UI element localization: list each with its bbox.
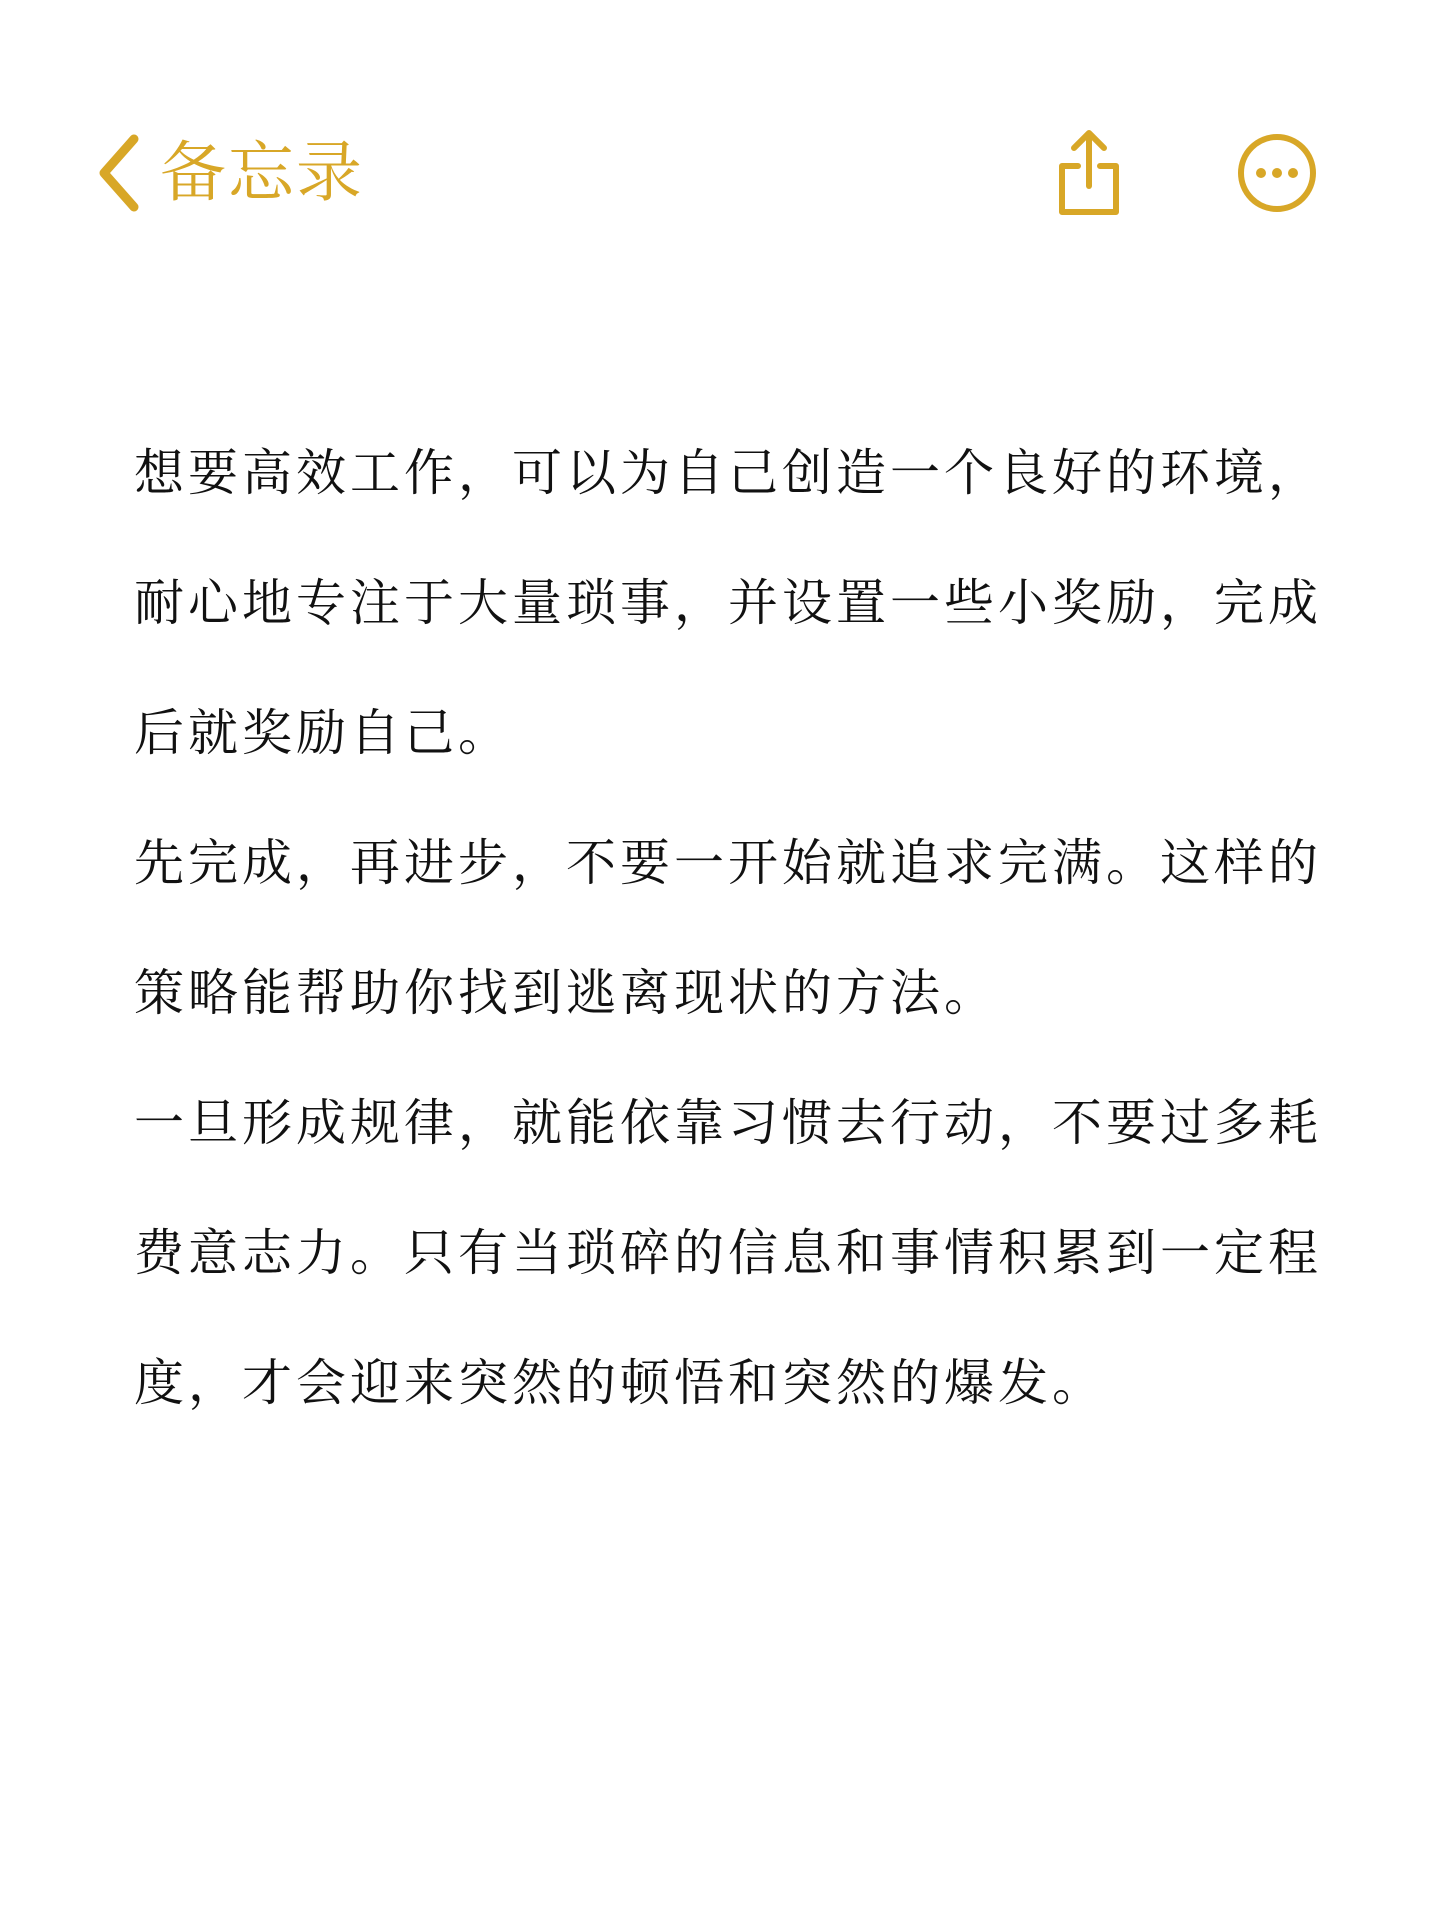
share-icon — [1054, 128, 1124, 218]
ellipsis-circle-icon — [1236, 132, 1318, 214]
note-paragraph: 先完成，再进步，不要一开始就追求完满。这样的 策略能帮助你找到逃离现状的方法。 — [134, 834, 1322, 1022]
note-body[interactable] — [134, 408, 1364, 1448]
more-button[interactable] — [1236, 132, 1318, 214]
note-paragraph: 想要高效工作，可以为自己创造一个良好的环境， 耐心地专注于大量琐事，并设置一些小奖励，完成 后就奖励自己。 — [134, 444, 1322, 762]
note-paragraph: 一旦形成规律，就能依靠习惯去行动，不要过多耗 费意志力。只有当琐碎的信息和事情积累到一定程 度，才会迎来突然的顿悟和突然的爆发。 — [134, 1094, 1322, 1412]
share-button[interactable] — [1054, 128, 1124, 218]
back-button[interactable] — [96, 128, 364, 218]
navigation-bar — [0, 0, 1440, 340]
back-label: 备忘录 — [160, 134, 364, 211]
chevron-left-icon — [96, 133, 142, 213]
